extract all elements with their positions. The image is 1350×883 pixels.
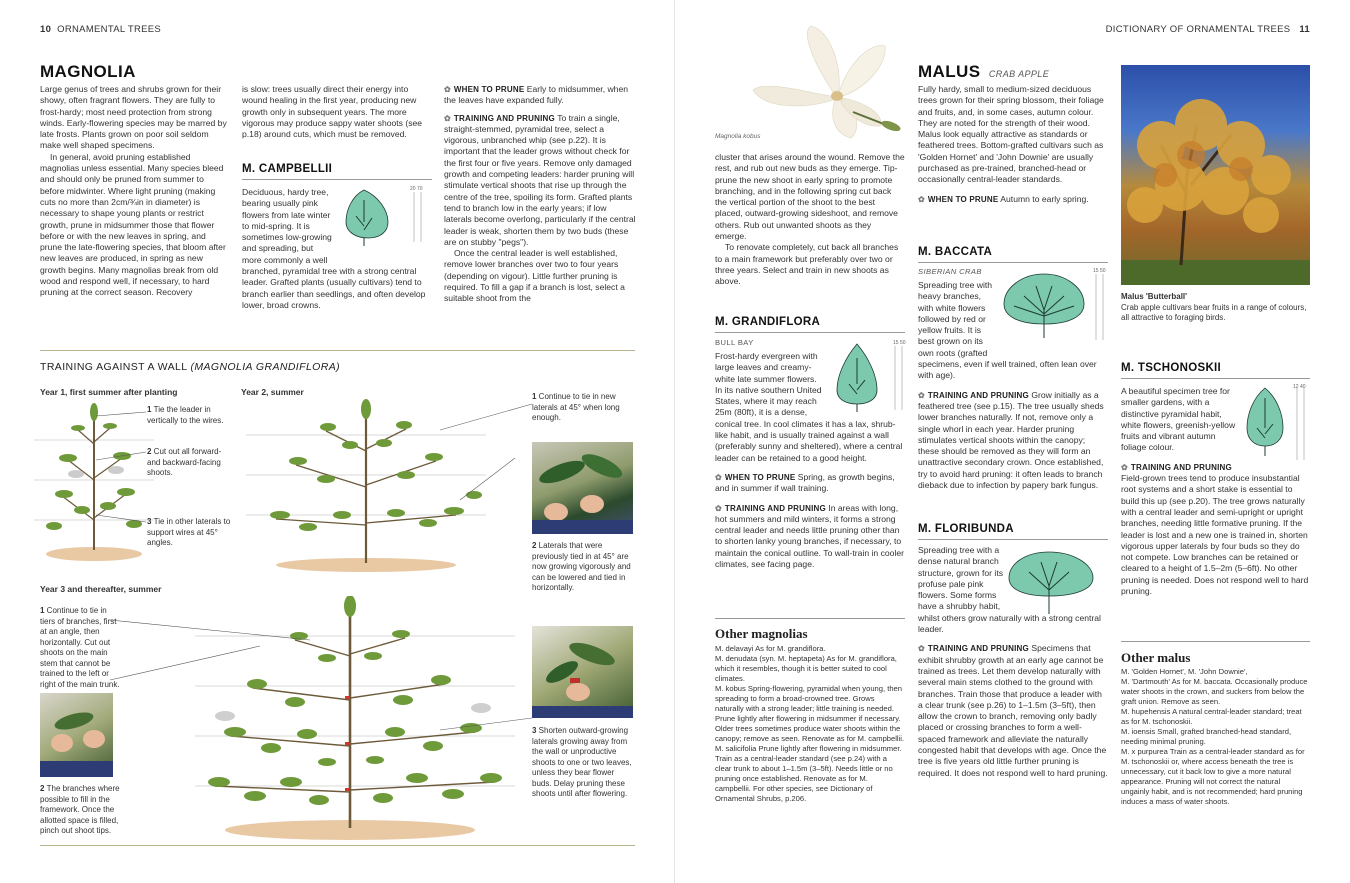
when-to-prune-text: Spring, as growth begins, and in summer if wall training. <box>715 471 895 494</box>
malus-heading-row <box>918 62 1108 82</box>
when-to-prune-text: Autumn to early spring. <box>1000 193 1089 204</box>
other-malus-heading: Other malus <box>1121 650 1191 665</box>
y3-step1-text: Continue to tie in tiers of branches, first at an angle, then horizontally. Cut out shoots on the main stem that cannot be trained to the left or right of the main trunk. <box>40 606 120 689</box>
y1-step1-text: Tie the leader in vertically to the wires. <box>147 405 224 425</box>
malus-common-name: CRAB APPLE <box>988 69 1050 79</box>
training-text-2: Once the central leader is well established, remove lower branches over two to four years (depending on vigour). Little further pruning is required. To fill a gap if a branch is lost, select a suitable shoot from the <box>444 248 625 304</box>
training-text: Specimens that exhibit shrubby growth at an early age cannot be trained as trees. Let them develop naturally with several main stems clothed to the ground with branches. Train those that produce a leader with a clear trunk (see p.26) to 1–1.5m (3–5ft), then allow the crown to branch, removing only badly placed or crossing branches to form a well-spaced framework and alleviate the naturally congested habit that develops with age. Once the tree is five years old little further pruning is required. It does not respond well to hard pruning. <box>918 643 1108 778</box>
tschonoskii-description: A beautiful specimen tree for smaller gardens, with a distinctive pyramidal habit, white flowers, greenish-yellow fruits and vibrant autumn foliage colour. <box>1121 386 1236 453</box>
malus-photo-caption-text: Crab apple cultivars bear fruits in a range of colours, all attractive to foraging birds. <box>1121 302 1307 322</box>
when-to-prune-label: WHEN TO PRUNE <box>453 85 525 94</box>
continued-paragraph: To renovate completely, cut back all branches to a main framework but preferably over two or three years. Select and train in new shoots as above. <box>715 242 899 287</box>
y3-step3: 3 Shorten outward-growing laterals growing away from the wall or unproductive shoots to one or two leaves, unless they bear flower buds. Delay pruning these shoots until after flowering. <box>532 726 632 798</box>
y1-step3-text: Tie in other laterals to support wires at 45° angles. <box>147 517 231 547</box>
y2-step1-text: Continue to tie in new laterals at 45° when long enough. <box>532 392 620 422</box>
tie-branches-photo <box>40 693 113 777</box>
baccata-body <box>918 280 1108 491</box>
tie-laterals-photo <box>532 442 633 534</box>
tschonoskii-scale: 12 40 <box>1293 384 1306 390</box>
campbellii-description: Deciduous, hardy tree, bearing usually pink flowers from late winter to mid-spring. It is sometimes low-growing and spreading, but more commonly a well branched, pyramidal tree with a strong central leader. Grafted plants (usually cultivars) tend to branch earlier than seedlings, and often develop lower, broad crowns. <box>242 187 426 310</box>
right-folio <box>1106 24 1310 35</box>
other-magnolias-heading: Other magnolias <box>715 626 808 641</box>
other-malus-entry: M. 'Golden Hornet', M. 'John Downie', <box>1121 667 1248 676</box>
y1-step3: 3 Tie in other laterals to support wires at 45° angles. <box>147 517 231 547</box>
shorten-laterals-photo <box>532 626 633 718</box>
intro-paragraph: Large genus of trees and shrubs grown for their showy, often fragrant flowers. They are fully to frost-hardy; most need protection from strong winds. Early-flowering species may be marred by late frosts. Plants grown on poor soil seldom make well shaped specimens. <box>40 84 227 151</box>
continued-paragraph: cluster that arises around the wound. Remove the rest, and rub out new buds as they emerge. Tip-prune the new shoot in early spring to promote branching, and in the following spring cut back the vertical portion of the shoot to the best placed, outward-growing sideshoot, and remove others. Rub out unwanted shoots as they emerge. <box>715 152 905 242</box>
wall-title-prefix: TRAINING AGAINST A WALL <box>40 361 188 373</box>
training-text: To train a single, straight-stemmed, pyramidal tree, select a vigorous, unbranched whip (see p.22). It is important that the leader grows without check for the first four or five years. Remove only damaged growth and competing leaders: harder pruning will stimulate vertical shoots that rise up through the centre of the tree, spoiling its form. Grafted plants tend to branch low in the early years; if low laterals become overlong, particularly if the central leader is weak, shorten them by two buds (these are on stubby "pegs"). <box>444 112 636 247</box>
magnolia-continued <box>715 152 905 288</box>
left-running-head: ORNAMENTAL TREES <box>57 24 162 35</box>
training-label: TRAINING AND PRUNING <box>927 644 1029 654</box>
grandiflora-heading: M. GRANDIFLORA <box>715 316 905 333</box>
training-label: TRAINING AND PRUNING <box>1130 462 1232 472</box>
when-to-prune-label: WHEN TO PRUNE <box>724 472 796 482</box>
y1-step2-text: Cut out all forward- and backward-facing shoots. <box>147 447 222 477</box>
flower-bullet-icon: ✿ <box>918 644 925 654</box>
section-rule <box>40 350 635 351</box>
malus-description: Fully hardy, small to medium-sized deciduous trees grown for their spring blossom, their foliage and fruits, and, in some cases, autumn colour. They are noted for the strength of their wood. Malus look equally attractive as standards or feathered trees. Bottom-grafted cultivars such as 'Golden Hornet' and 'John Downie' are usually purchased as pre-trained, branched-head or occasionally central-leader standards. <box>918 84 1104 185</box>
grandiflora-description: Frost-hardy evergreen with large leaves and creamy-white late summer flowers. In its native southern United States, where it may reach 25m (80ft), it is a dense, conical tree. In cool climates it has a lax, shrub-like habit, and is usually trained against a wall (preferably sunny and sheltered), where a central leader can be retained to a good height. <box>715 351 903 463</box>
tie-branches-photo-art <box>40 693 113 777</box>
magnolia-photo-caption: Magnolia kobus <box>715 133 761 140</box>
other-malus-list <box>1121 667 1310 807</box>
floribunda-body <box>918 545 1108 779</box>
campbellii-body <box>242 187 432 311</box>
malus-photo-caption <box>1121 292 1310 324</box>
other-magnolia-entry: M. delavayi As for M. grandiflora. <box>715 644 826 653</box>
right-page-number: 11 <box>1299 24 1310 35</box>
other-malus-entry: M. 'Dartmouth' As for M. baccata. Occasionally produce water shoots in the crown, and suckers from below the graft union. Remove as seen. <box>1121 677 1308 706</box>
flower-bullet-icon: ✿ <box>715 503 722 513</box>
malus-heading: MALUS <box>918 62 981 81</box>
y3-step2-text: The branches where possible to fill in the framework. Once the allotted space is filled, pinch out shoot tips. <box>40 784 120 835</box>
shorten-laterals-photo-art <box>532 626 633 718</box>
other-malus-entry: M. x purpurea Train as a central-leader standard as for M. tschonoskii or, where access beneath the tree is unnecessary, cut it back low to give a more natural appearance. Pruning will not correct the natural ungainly habit, and is not recommended; hard pruning induces a mass of water shoots. <box>1121 747 1305 806</box>
left-page-number: 10 <box>40 24 52 35</box>
training-label: TRAINING AND PRUNING <box>453 113 555 123</box>
other-magnolia-entry: M. denudata (syn. M. heptapeta) As for M. grandiflora, which it resembles, though it is better suited to cool climates. <box>715 654 897 683</box>
when-to-prune-label: WHEN TO PRUNE <box>927 194 999 204</box>
flower-bullet-icon: ✿ <box>444 113 451 123</box>
bottom-rule <box>40 845 635 846</box>
tschonoskii-body <box>1121 386 1310 597</box>
flower-bullet-icon: ✿ <box>715 472 722 482</box>
baccata-heading: M. BACCATA <box>918 246 1108 263</box>
other-malus-entry: M. hupehensis A natural central-leader standard; treat as for M. tschonoskii. <box>1121 707 1302 726</box>
y3-step1: 1 Continue to tie in tiers of branches, first at an angle, then horizontally. Cut out shoots on the main stem that cannot be trained to the left or right of the main trunk. <box>40 606 120 689</box>
floribunda-heading: M. FLORIBUNDA <box>918 523 1108 540</box>
grandiflora-scale: 15 50 <box>893 340 906 346</box>
year3-label: Year 3 and thereafter, summer <box>40 584 162 594</box>
flower-bullet-icon: ✿ <box>444 85 451 94</box>
y2-step2-text: Laterals that were previously tied in at 45° are now growing vigorously and can be lowered and tied in horizontally. <box>532 541 631 592</box>
y2-leader-lines <box>440 400 535 540</box>
floribunda-description: Spreading tree with a dense natural branch structure, grown for its profuse pale pink flowers. Some forms have a shrubby habit, whilst others grow naturally with a strong central leader. <box>918 545 1101 635</box>
grandiflora-body <box>715 351 905 570</box>
other-magnolias-list <box>715 644 905 804</box>
intro-paragraph: In general, avoid pruning established magnolias unless essential. Many species bleed and should only be pruned from summer to before midwinter. Where light pruning (making cuts no more than 2cm/¾in in diameter) is necessary to shape young plants or restrict growth, prune in midsummer those that flower before or with the new leaves in spring, and prune the late-flowering species, that bloom after new leaves are produced, in spring as new growth begins. Many magnolias break from old wood and respond well, if necessary, to hard pruning at the correct season. Recovery <box>40 151 226 298</box>
year1-label: Year 1, first summer after planting <box>40 387 178 397</box>
malus-butterball-photo <box>1121 65 1310 285</box>
other-magnolia-entry: M. salicifolia Prune lightly after flowering in midsummer. Train as a central-leader standard (see p.24) with a clear trunk to about 1–1.5m (3–5ft). Needs little or no pruning once established. Renovate as for M. campbellii. For other species, see Dictionary of Ornamental Shrubs, p.206. <box>715 744 902 803</box>
training-text: Grow initially as a feathered tree (see p.15). The tree usually sheds lower branches naturally. If not, remove only a single whorl in each year. Harder pruning stimulates vertical shoots within the canopy; these should be removed as they will form an unattractive secondary crown. Once established, try to avoid hard pruning: it often leads to branch dieback due to infection by papery bark fungus. <box>918 389 1104 491</box>
magnolia-heading: MAGNOLIA <box>40 62 136 81</box>
baccata-description: Spreading tree with heavy branches, with white flowers followed by red or yellow fruits. It is best grown on its own roots (grafted specimens, even if well trained, often lean over with age). <box>918 280 1097 381</box>
right-running-head: DICTIONARY OF ORNAMENTAL TREES <box>1105 24 1291 35</box>
malus-photo-caption-title: Malus 'Butterball' <box>1121 292 1188 301</box>
tie-laterals-photo-art <box>532 442 633 534</box>
y3-leader-lines <box>110 610 540 770</box>
other-malus-entry: M. ioensis Small, grafted branched-head standard, needing minimal pruning. <box>1121 727 1292 746</box>
magnolia-flower-photo <box>743 22 903 140</box>
training-label: TRAINING AND PRUNING <box>927 390 1029 400</box>
tschonoskii-heading: M. TSCHONOSKII <box>1121 362 1310 379</box>
magnolia-col3 <box>444 84 636 305</box>
y3-step2: 2 The branches where possible to fill in the framework. Once the allotted space is filled, pinch out shoot tips. <box>40 784 120 835</box>
y3-step3-text: Shorten outward-growing laterals growing away from the wall or unproductive shoots to one or two leaves, unless they bear flower buds. Delay pruning these shoots until after flowering. <box>532 726 632 798</box>
y2-step2: 2 Laterals that were previously tied in at 45° are now growing vigorously and can be lowered and tied in horizontally. <box>532 541 631 592</box>
year2-label: Year 2, summer <box>241 387 304 397</box>
training-text: Field-grown trees tend to produce insubstantial root systems and a short stake is essential to build this up (see p.20). The tree grows naturally with a central leader and semi-upright or upright branches, needing little formative pruning. If the leader is lost and a new one is trained in, shorten vigorous upper laterals by four buds so they do not compete. Low branches can be retained or cleared to a height of 1.5–2m (5–6ft). No other pruning is needed. Does not respond well to hard pruning. <box>1121 473 1309 597</box>
training-text: In areas with long, hot summers and mild winters, it forms a strong central leader and needs little pruning other than to shorten lanky young branches, if necessary, to maintain the conical outline. To wall-train in cooler climates, see facing page. <box>715 502 905 570</box>
y1-leader-lines <box>96 410 151 530</box>
left-folio <box>40 24 161 35</box>
right-page <box>675 0 1350 883</box>
malus-body <box>918 84 1108 205</box>
baccata-scale: 15 50 <box>1093 268 1106 274</box>
malus-butterball-photo-art <box>1121 65 1310 285</box>
training-label: TRAINING AND PRUNING <box>724 503 826 513</box>
wall-title-species: (MAGNOLIA GRANDIFLORA) <box>190 361 341 373</box>
flower-bullet-icon: ✿ <box>918 194 925 204</box>
flower-bullet-icon: ✿ <box>1121 462 1128 472</box>
y1-step1: 1 Tie the leader in vertically to the wires. <box>147 405 224 425</box>
other-magnolias-rule <box>715 618 905 619</box>
flower-bullet-icon: ✿ <box>918 390 925 400</box>
other-malus-rule <box>1121 641 1310 642</box>
when-to-prune-text: Early to midsummer, when the leaves have expanded fully. <box>444 84 629 106</box>
baccata-common-name: SIBERIAN CRAB <box>918 267 982 276</box>
campbellii-heading: M. CAMPBELLII <box>242 163 432 180</box>
col2-text: is slow: trees usually direct their energy into wound healing in the first year, producing new growth only in subsequent years. The more vigorous may produce sappy water shoots (see p.18) around cuts, which must be removed. <box>242 84 423 140</box>
y2-step1: 1 Continue to tie in new laterals at 45° when long enough. <box>532 392 620 422</box>
magnolia-intro <box>40 84 230 299</box>
other-magnolia-entry: M. kobus Spring-flowering, pyramidal when young, then spreading to form a broad-crowned tree. Grows naturally with a strong leader; little training is needed. Prune lightly after flowering in midsummer if necessary. Older trees sometimes produce water shoots within the canopy; remove as seen. Renovate as for M. campbellii. <box>715 684 905 743</box>
grandiflora-common-name: BULL BAY <box>715 338 754 347</box>
wall-section-title <box>40 361 340 373</box>
campbellii-scale: 20 70 <box>410 186 423 192</box>
y1-step2: 2 Cut out all forward- and backward-facing shoots. <box>147 447 222 477</box>
